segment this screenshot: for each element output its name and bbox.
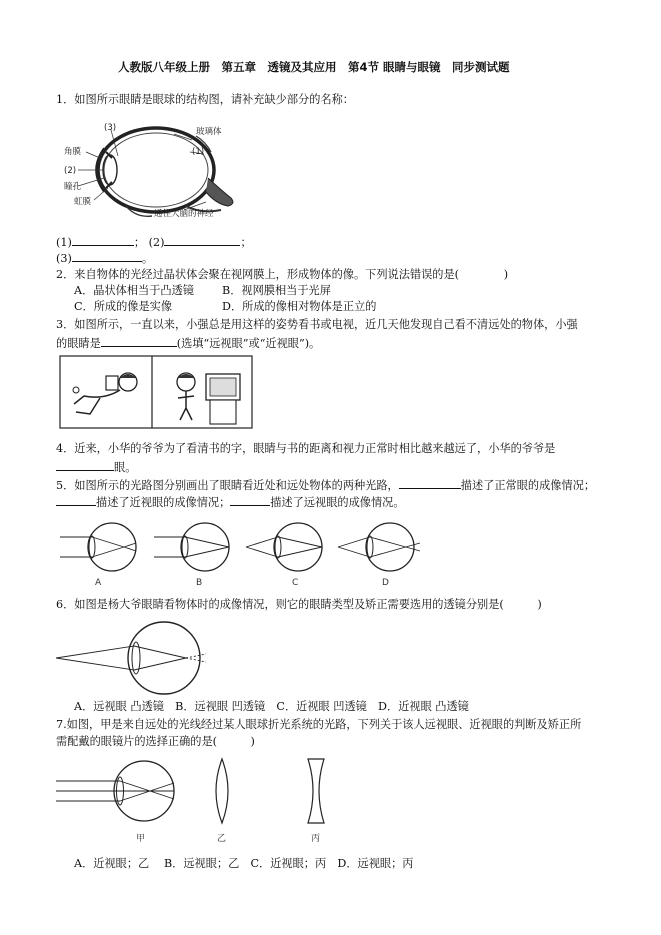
label-1: (1) (192, 147, 205, 157)
q5-blank-1[interactable] (399, 477, 461, 489)
label-pupil: 瞳孔 (64, 182, 82, 192)
label-3: (3) (104, 123, 117, 133)
q3-line2: 的眼睛是 (选填“远视眼”或“近视眼”)。 (56, 337, 321, 350)
q7-line1: 7.如图，甲是来自远处的光线经过某人眼球折光系统的光路，下列关于该人远视眼、近视眼的判断及矫正所 (56, 718, 582, 731)
diagram-c (246, 523, 322, 588)
q2-option-a[interactable]: A．晶状体相当于凸透镜 (74, 284, 194, 297)
page-title: 人教版八年级上册 第五章 透镜及其应用 第4节 眼睛与眼镜 同步测试题 (118, 60, 510, 74)
q3-line1: 3．如图所示，一直以来，小强总是用这样的姿势看书或电视，近几天他发现自己看不清远处的物体，小强 (56, 318, 578, 331)
q2-stem: 2．来自物体的光经过晶状体会聚在视网膜上，形成物体的像。下列说法错误的是( ) (56, 268, 509, 281)
q7-line2: 需配戴的眼镜片的选择正确的是( ) (56, 735, 255, 748)
caption-b: B (196, 578, 203, 588)
q6-options[interactable]: A．远视眼 凸透镜 B．远视眼 凹透镜 C．近视眼 凹透镜 D．近视眼 凸透镜 (74, 700, 469, 713)
q6-eye-diagram (56, 618, 226, 698)
q4-blank[interactable] (56, 459, 114, 471)
caption-yi: 乙 (217, 834, 227, 844)
q6-stem: 6．如图是杨大爷眼睛看物体时的成像情况，则它的眼睛类型及矫正需要选用的透镜分别是( ) (56, 598, 542, 611)
label-iris: 虹膜 (74, 197, 92, 207)
caption-jia: 甲 (136, 834, 146, 844)
q5-blank-2[interactable] (56, 494, 96, 506)
diagram-jia (56, 761, 174, 844)
diagram-b (154, 523, 229, 588)
q1-answer-line1: (1) ； (2) ； (56, 236, 252, 249)
q7-options[interactable]: A．近视眼；乙 B．远视眼；乙 C．近视眼；丙 D．远视眼；丙 (74, 857, 414, 870)
label-vitreous: 玻璃体 (196, 127, 222, 137)
xiaoqiang-reading-illustration (60, 356, 252, 428)
q4-line2: 眼。 (56, 459, 136, 475)
label-nerve: 通往大脑的神经 (154, 209, 214, 219)
q5-blank-3[interactable] (230, 494, 270, 506)
q5-line1: 5．如图所示的光路图分别画出了眼睛看近处和远处物体的两种光路， 描述了正常眼的成像情况； (56, 479, 596, 492)
label-2: (2) (64, 166, 77, 176)
diagram-d (338, 523, 420, 588)
q1-stem: 1．如图所示眼睛是眼球的结构图，请补充缺少部分的名称： (56, 93, 354, 106)
q5-line2: 描述了近视眼的成像情况； 描述了远视眼的成像情况。 (56, 494, 405, 510)
caption-bing: 丙 (311, 834, 321, 844)
caption-c: C (292, 578, 299, 588)
q7-diagrams (56, 755, 336, 847)
q2-option-d[interactable]: D．所成的像相对物体是正立的 (222, 300, 377, 313)
q1-blank-1[interactable] (72, 234, 134, 246)
q2-option-c[interactable]: C．所成的像是实像 (74, 300, 173, 313)
q4-line1: 4．近来，小华的爷爷为了看清书的字，眼睛与书的距离和视力正常时相比越来越远了，小华的爷爷是 (56, 442, 556, 455)
q3-blank[interactable] (101, 335, 177, 347)
caption-d: D (382, 578, 389, 588)
q1-answer-line2: (3) 。 (56, 252, 154, 265)
q1-blank-2[interactable] (164, 234, 240, 246)
diagram-bing-concave-lens (308, 759, 324, 844)
diagram-a (60, 523, 136, 588)
q2-option-b[interactable]: B．视网膜相当于光屏 (222, 284, 331, 297)
q1-blank-3[interactable] (72, 250, 142, 262)
diagram-yi-convex-lens (216, 759, 228, 844)
eye-structure-diagram (56, 118, 266, 228)
q5-light-path-diagrams (60, 515, 420, 590)
label-cornea: 角膜 (64, 147, 82, 157)
caption-a: A (95, 578, 102, 588)
